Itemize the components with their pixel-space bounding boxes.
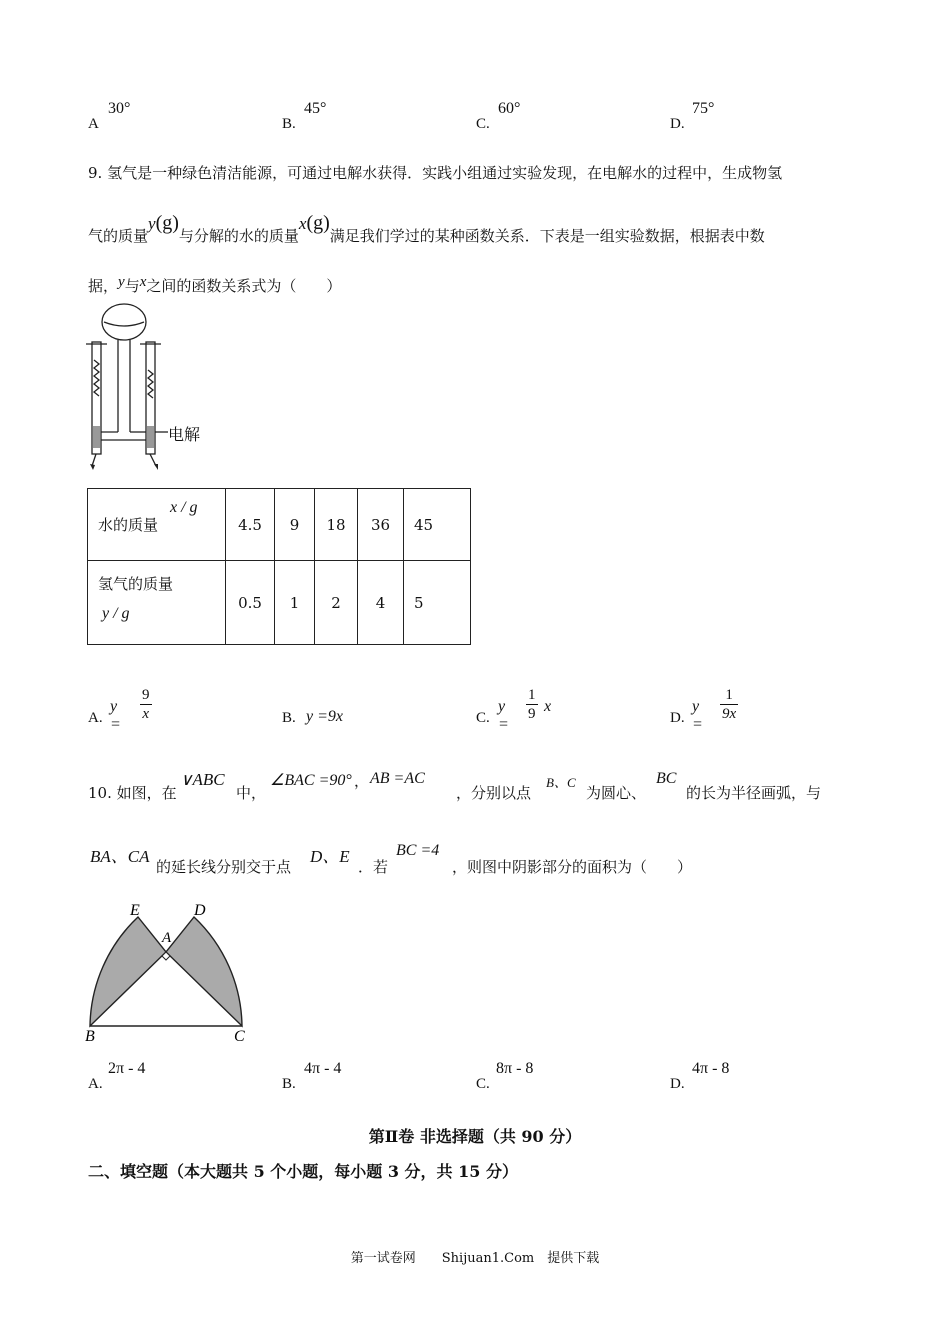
row-unit: x / g — [170, 499, 198, 516]
expr-triangle: ∨ABC — [180, 770, 225, 789]
unit-g: (g) — [155, 212, 179, 234]
text: 气的质量 — [88, 227, 149, 245]
shaded-sector-right — [166, 917, 242, 1026]
text: ， — [354, 772, 370, 790]
option-label: B. — [282, 116, 296, 132]
text: ，则图中阴影部分的面积为（ ） — [452, 858, 693, 876]
q9-line-3 — [88, 270, 342, 295]
fraction — [720, 686, 738, 723]
option-label: D. — [670, 116, 685, 132]
expr-angle: ∠BAC =90° — [270, 772, 352, 789]
option-label: A — [88, 116, 99, 132]
label-a: A — [162, 930, 172, 946]
row-label: 氢气的质量 — [98, 575, 174, 593]
text: 与分解的水的质量 — [178, 227, 299, 245]
numerator: 1 — [720, 686, 738, 705]
option-value: 30° — [108, 100, 131, 117]
table-row — [88, 561, 471, 645]
option-value: 8π - 8 — [496, 1060, 534, 1077]
var-x: x — [139, 274, 147, 290]
option-expr: y =9x — [306, 708, 343, 725]
denominator: 9 — [528, 706, 536, 722]
figure-label-electrolysis: 电解 — [168, 425, 201, 444]
var-y: y — [148, 214, 156, 233]
text: 的延长线分别交于点 — [156, 858, 292, 876]
expr-segment: BC — [656, 770, 677, 787]
label-c: C — [234, 1028, 245, 1045]
label-d: D — [194, 902, 206, 919]
section-title: 第Ⅱ卷 非选择题（共 90 分） — [368, 1127, 582, 1146]
text: 的长为半径画弧，与 — [686, 784, 822, 802]
table-cell: 5 — [404, 561, 471, 645]
var-x: x — [298, 214, 307, 233]
table-cell: 0.5 — [226, 561, 275, 645]
option-label: D. — [670, 1076, 685, 1092]
table-cell: 45 — [404, 489, 471, 561]
fraction — [140, 686, 152, 723]
table-cell-label — [88, 489, 226, 561]
option-label: A. — [88, 1076, 103, 1092]
fraction — [526, 686, 538, 723]
numerator: 9 — [142, 687, 150, 703]
option-label: B. — [282, 710, 296, 726]
table-cell-label — [88, 561, 226, 645]
text: 中， — [236, 784, 267, 802]
option-label: D. — [670, 710, 685, 726]
text: 与 — [124, 277, 140, 295]
option-value: 60° — [498, 100, 521, 117]
text: ．若 — [358, 858, 389, 876]
option-lhs: y = — [110, 698, 121, 733]
label-b: B — [85, 1028, 95, 1045]
text: 之间的函数关系式为（ ） — [146, 277, 342, 295]
table-cell: 1 — [275, 561, 315, 645]
electrolysis-apparatus-figure — [80, 300, 220, 475]
q9-data-table — [87, 488, 471, 645]
page-footer: 第一试卷网 Shijuan1.Com 提供下载 — [350, 1251, 600, 1266]
option-label: C. — [476, 116, 490, 132]
text: ，分别以点 — [456, 784, 532, 802]
option-tail: x — [544, 698, 552, 715]
table-row — [88, 489, 471, 561]
option-lhs: y = — [692, 698, 703, 733]
var-y: y — [118, 274, 125, 290]
expr-equal: AB =AC — [370, 770, 425, 787]
table-cell: 18 — [315, 489, 358, 561]
table-cell: 9 — [275, 489, 315, 561]
expr-condition: BC =4 — [396, 842, 440, 859]
text: 据， — [88, 277, 119, 295]
text: 满足我们学过的某种函数关系．下表是一组实验数据，根据表中数 — [329, 227, 765, 245]
table-cell: 4 — [358, 561, 404, 645]
row-label: 水的质量 — [98, 516, 159, 534]
option-value: 75° — [692, 100, 715, 117]
text: 为圆心、 — [586, 784, 647, 802]
option-value: 4π - 4 — [304, 1060, 342, 1077]
shaded-sector-left — [90, 917, 166, 1026]
q10-line-2 — [88, 840, 868, 876]
text: 10. 如图，在 — [88, 784, 177, 802]
part-title: 二、填空题（本大题共 5 个小题，每小题 3 分，共 15 分） — [88, 1162, 518, 1181]
numerator: 1 — [528, 687, 536, 703]
denominator: x — [142, 706, 150, 722]
geometry-figure — [80, 898, 260, 1048]
unit-g: (g) — [306, 212, 330, 234]
option-label: A. — [88, 710, 103, 726]
label-e: E — [130, 902, 140, 919]
option-value: 2π - 4 — [108, 1060, 146, 1077]
denominator: 9x — [722, 706, 737, 722]
option-value: 4π - 8 — [692, 1060, 730, 1077]
expr-lines: BA、CA — [90, 847, 150, 866]
row-unit: y / g — [102, 605, 130, 622]
option-label: C. — [476, 1076, 490, 1092]
table-cell: 4.5 — [226, 489, 275, 561]
expr-points: B、C — [546, 775, 576, 790]
option-lhs: y = — [498, 698, 509, 733]
option-label: B. — [282, 1076, 296, 1092]
q10-line-1 — [88, 768, 868, 802]
table-cell: 36 — [358, 489, 404, 561]
table-cell: 2 — [315, 561, 358, 645]
option-label: C. — [476, 710, 490, 726]
q9-line-1: 9. 氢气是一种绿色清洁能源，可通过电解水获得．实践小组通过实验发现，在电解水的过程中，生成物氢 — [88, 164, 783, 182]
expr-points: D、E — [310, 847, 350, 866]
option-value: 45° — [304, 100, 327, 117]
q9-line-2 — [88, 212, 765, 245]
